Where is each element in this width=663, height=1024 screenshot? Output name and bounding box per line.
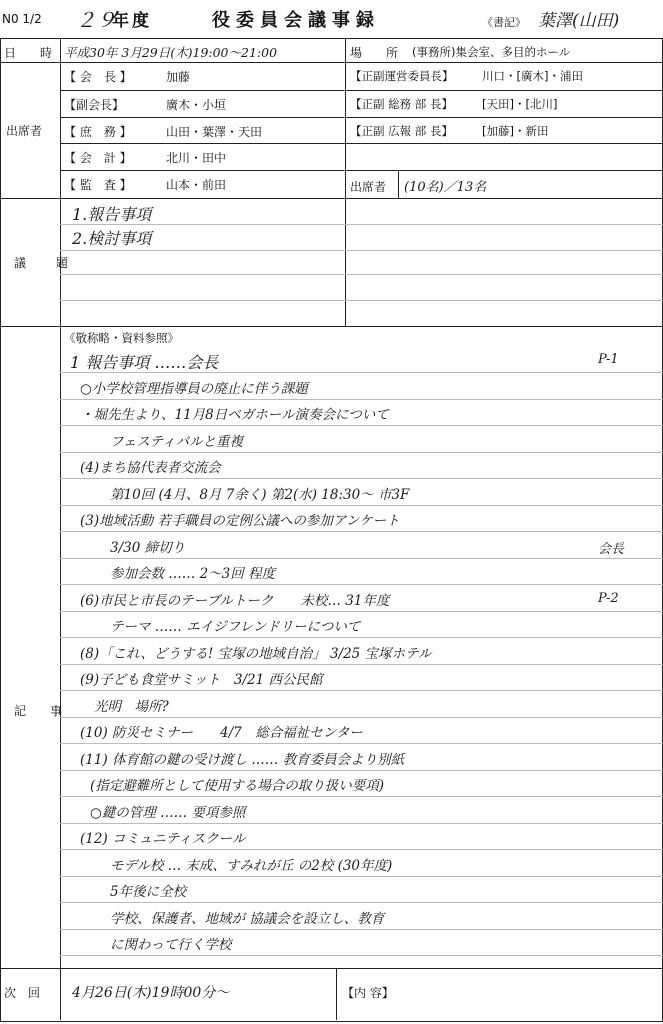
year-handwritten: ２９ <box>76 8 116 32</box>
ruled-line <box>60 250 345 251</box>
record-line: ○小学校管理指導員の廃止に伴う課題 <box>80 380 308 397</box>
ruled-line <box>60 690 663 691</box>
attendee-role: 【 庶 務 】 <box>64 125 132 139</box>
record-line: 1 報告事項 ……会長 <box>70 353 219 372</box>
attendees-label: 出席者 <box>6 124 43 138</box>
divider <box>0 326 663 327</box>
place-label: 場 所 <box>350 46 399 60</box>
record-line: (9)子ども食堂サミット 3/21 西公民館 <box>80 672 323 688</box>
divider <box>60 170 663 171</box>
year-suffix: 年度 <box>112 11 152 31</box>
committee-names: 川口・[廣木]・浦田 <box>482 69 583 83</box>
ruled-line <box>60 478 663 479</box>
record-line-note: P-1 <box>598 352 619 367</box>
record-line: (8)「これ、どうする! 宝塚の地域自治」 3/25 宝塚ホテル <box>80 645 432 662</box>
record-line: (6)市民と市長のテーブルトーク 未校… 31年度 <box>80 592 390 609</box>
record-line-note: P-2 <box>598 590 619 606</box>
secretary-name: 葉澤(山田) <box>538 11 620 31</box>
ruled-line <box>60 452 663 453</box>
date-label: 日 時 <box>4 46 53 60</box>
attendee-role: 【 監 査 】 <box>64 178 132 192</box>
divider <box>398 170 399 198</box>
ruled-line <box>60 505 663 506</box>
ruled-line <box>60 274 345 275</box>
divider <box>60 143 663 144</box>
divider <box>60 38 61 968</box>
attendee-role: 【 会 計 】 <box>64 151 132 165</box>
record-label: 記 事 <box>14 704 63 718</box>
ruled-line <box>60 399 663 400</box>
attendee-names: 廣木・小垣 <box>166 98 227 112</box>
divider <box>0 968 663 969</box>
record-line: 3/30 締切り <box>110 539 186 556</box>
ruled-line <box>60 743 663 744</box>
place-value: (事務所)集会室、多目的ホール <box>412 45 571 59</box>
attendee-role: 【副会長】 <box>64 98 125 112</box>
ruled-line <box>60 584 663 585</box>
record-line: 参加会数 …… 2〜3回 程度 <box>110 566 276 582</box>
record-note: 《敬称略・資料参照》 <box>64 331 179 345</box>
record-line: (10) 防災セミナー 4/7 総合福祉センター <box>80 725 363 741</box>
ruled-line <box>60 637 663 638</box>
divider <box>0 198 663 199</box>
record-line: に関わって行く学校 <box>110 937 232 953</box>
record-line: 第10回 (4月、8月 7余く) 第2(水) 18:30〜 市3F <box>110 486 410 503</box>
record-line: (4)まち協代表者交流会 <box>80 460 221 476</box>
attendee-role: 【 会 長 】 <box>64 70 132 84</box>
ruled-line <box>60 425 663 426</box>
ruled-line <box>345 274 663 275</box>
ruled-line <box>345 300 663 301</box>
ruled-line <box>60 300 345 301</box>
committee-names: [加藤]・新田 <box>482 124 549 138</box>
attendee-count-label: 出席者 <box>350 180 387 194</box>
next-value: 4月26日(木)19時00分〜 <box>72 985 230 1001</box>
record-line: (3)地域活動 若手職員の定例公議への参加アンケート <box>80 513 400 529</box>
divider <box>60 968 61 1020</box>
record-line: 光明 場所? <box>94 698 169 715</box>
committee-role: 【正副運営委員長】 <box>350 69 454 83</box>
record-line: (12) コミュニティスクール <box>80 831 246 847</box>
ruled-line <box>60 796 663 797</box>
record-line: 5年後に全校 <box>110 884 187 900</box>
record-line: (11) 体育館の鍵の受け渡し …… 教育委員会より別紙 <box>80 751 405 768</box>
committee-role: 【正副 広報 部 長】 <box>350 124 453 138</box>
divider <box>336 968 337 1020</box>
ruled-line <box>60 823 663 824</box>
attendee-count-value: (10名)／13名 <box>404 180 487 195</box>
ruled-line <box>60 558 663 559</box>
record-line: (指定避難所として使用する場合の取り扱い要項) <box>90 778 385 794</box>
attendee-names: 山田・葉澤・天田 <box>166 125 263 139</box>
attendee-names: 山本・前田 <box>166 178 227 192</box>
agenda-label: 議 題 <box>14 256 71 270</box>
committee-names: [天田]・[北川] <box>482 97 558 111</box>
next-label: 次 回 <box>4 986 41 1000</box>
ruled-line <box>60 902 663 903</box>
page-number: N0 1/2 <box>2 12 42 26</box>
date-value: 平成30年 3月29日(木)19:00〜21:00 <box>64 45 278 60</box>
ruled-line <box>345 224 663 225</box>
divider <box>345 38 346 326</box>
record-line: テーマ …… エイジフレンドリーについて <box>110 619 361 635</box>
committee-role: 【正副 総務 部 長】 <box>350 97 453 111</box>
record-line: モデル校 … 末成、すみれが丘 の2校 (30年度) <box>110 857 393 874</box>
ruled-line <box>345 250 663 251</box>
agenda-item: 1.報告事項 <box>72 205 152 224</box>
ruled-line <box>60 849 663 850</box>
secretary-label: 《書記》 <box>482 16 526 29</box>
ruled-line <box>60 611 663 612</box>
ruled-line <box>60 664 663 665</box>
record-line: ○鍵の管理 …… 要項参照 <box>90 804 246 821</box>
ruled-line <box>60 876 663 877</box>
ruled-line <box>60 770 663 771</box>
ruled-line <box>60 717 663 718</box>
record-line: ・堀先生より、11月8日ベガホール演奏会について <box>80 407 389 423</box>
record-line: 学校、保護者、地域が 協議会を設立し、教育 <box>110 910 385 927</box>
ruled-line <box>60 929 663 930</box>
ruled-line <box>60 955 663 956</box>
attendee-names: 北川・田中 <box>166 151 227 165</box>
divider <box>60 90 663 91</box>
divider <box>60 117 663 118</box>
page-title: 役委員会議事録 <box>212 10 380 31</box>
agenda-item: 2.検討事項 <box>72 229 152 248</box>
ruled-line <box>60 531 663 532</box>
next-content-label: 【内 容】 <box>342 986 394 1000</box>
attendee-names: 加藤 <box>166 70 191 84</box>
record-line: フェスティバルと重複 <box>110 433 243 450</box>
divider <box>0 62 663 63</box>
record-line-note: 会長 <box>598 541 625 557</box>
